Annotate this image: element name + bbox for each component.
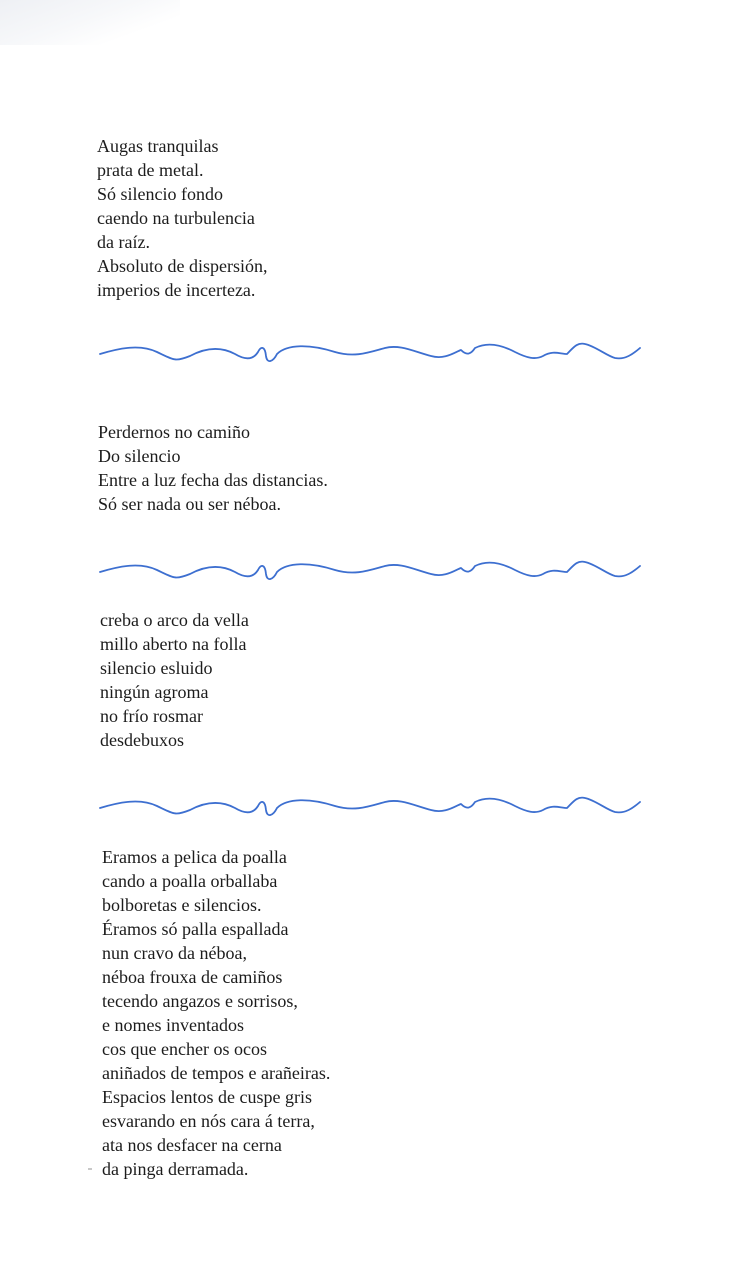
poem-line: tecendo angazos e sorrisos, xyxy=(102,991,298,1011)
poem-line: Espacios lentos de cuspe gris xyxy=(102,1087,312,1107)
poem-line: aniñados de tempos e arañeiras. xyxy=(102,1063,331,1083)
poem-line: imperios de incerteza. xyxy=(97,280,256,300)
poem-line: da raíz. xyxy=(97,232,150,252)
poem-line: silencio esluido xyxy=(100,658,213,678)
poem-line: millo aberto na folla xyxy=(100,634,247,654)
poem-line: Perdernos no camiño xyxy=(98,422,250,442)
poem-line: e nomes inventados xyxy=(102,1015,244,1035)
poem-line: cos que encher os ocos xyxy=(102,1039,267,1059)
poem-line: nun cravo da néboa, xyxy=(102,943,247,963)
poem-line: caendo na turbulencia xyxy=(97,208,255,228)
stanza-2 xyxy=(98,420,328,516)
scan-speck xyxy=(88,1168,92,1170)
poem-line: desdebuxos xyxy=(100,730,184,750)
poem-line: bolboretas e silencios. xyxy=(102,895,262,915)
stanza-1 xyxy=(97,134,268,302)
poem-line: néboa frouxa de camiños xyxy=(102,967,283,987)
poem-line: Só ser nada ou ser néboa. xyxy=(98,494,281,514)
poem-line: Só silencio fondo xyxy=(97,184,223,204)
poem-line: ningún agroma xyxy=(100,682,209,702)
poem-line: Entre a luz fecha das distancias. xyxy=(98,470,328,490)
scan-corner-shading xyxy=(0,0,180,45)
poem-line: prata de metal. xyxy=(97,160,204,180)
poem-line: esvarando en nós cara á terra, xyxy=(102,1111,315,1131)
poem-line: Absoluto de dispersión, xyxy=(97,256,268,276)
wavy-divider-1 xyxy=(95,334,645,374)
poem-line: no frío rosmar xyxy=(100,706,203,726)
wavy-divider-3 xyxy=(95,788,645,828)
poem-line: Éramos só palla espallada xyxy=(102,919,289,939)
poem-line: Augas tranquilas xyxy=(97,136,219,156)
poem-line: Do silencio xyxy=(98,446,181,466)
poem-line: creba o arco da vella xyxy=(100,610,249,630)
poem-line: Eramos a pelica da poalla xyxy=(102,847,287,867)
poem-line: ata nos desfacer na cerna xyxy=(102,1135,282,1155)
wavy-divider-2 xyxy=(95,552,645,592)
stanza-3 xyxy=(100,608,249,752)
poem-line: cando a poalla orballaba xyxy=(102,871,278,891)
poem-line: da pinga derramada. xyxy=(102,1159,249,1179)
stanza-4 xyxy=(102,845,330,1181)
